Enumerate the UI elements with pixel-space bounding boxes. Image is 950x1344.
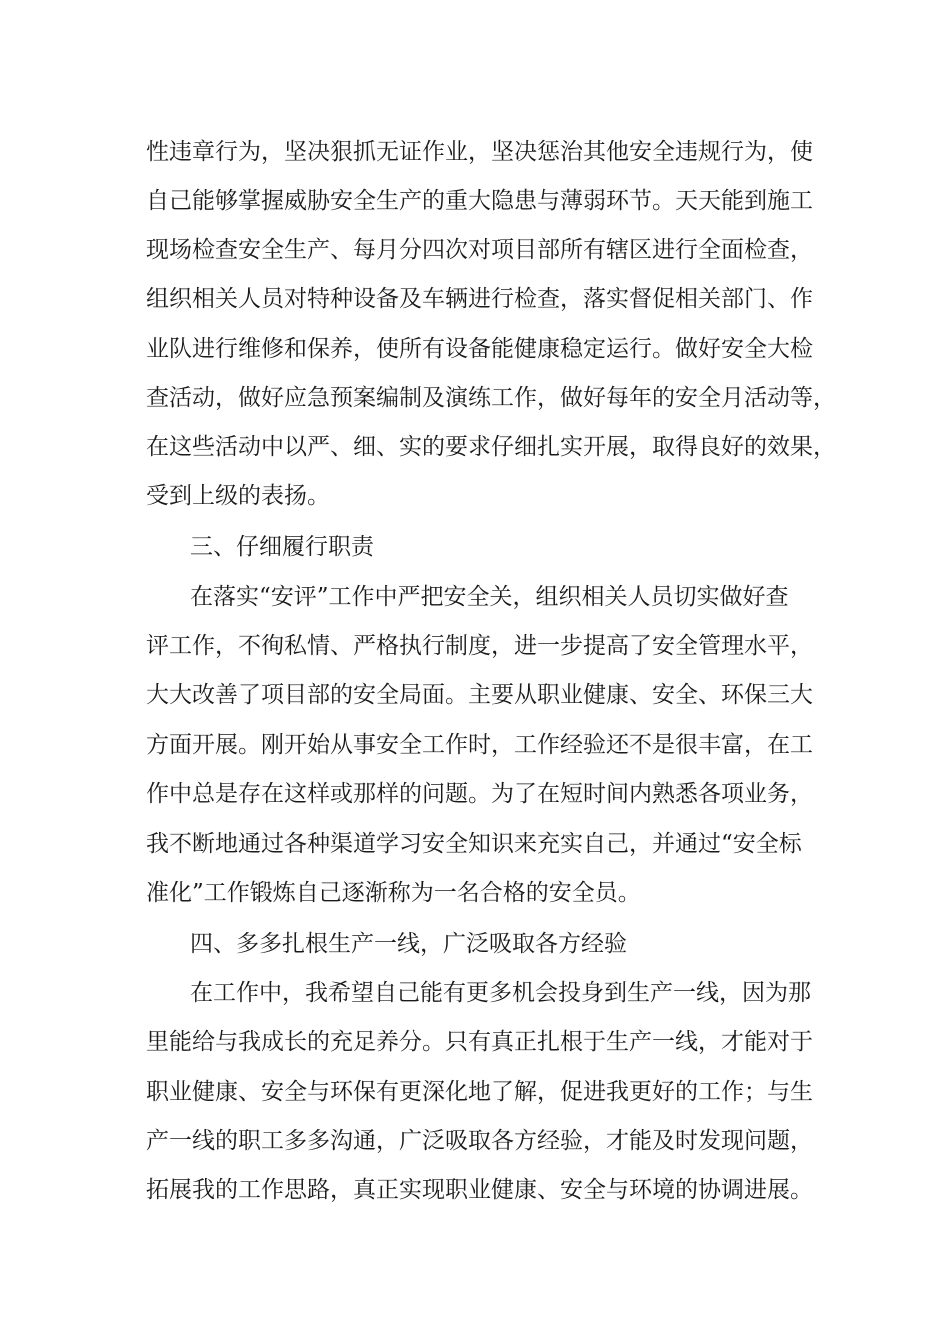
body-text-line: 在落实“安评”工作中严把安全关，组织相关人员切实做好查: [190, 584, 789, 610]
body-text-line: 方面开展。刚开始从事安全工作时，工作经验还不是很丰富，在工: [146, 732, 813, 758]
section-heading: 四、多多扎根生产一线，广泛吸取各方经验: [190, 931, 627, 957]
body-text-line: 自己能够掌握威胁安全生产的重大隐患与薄弱环节。天天能到施工: [146, 188, 813, 214]
body-text-line: 在这些活动中以严、细、实的要求仔细扎实开展，取得良好的效果，: [146, 434, 836, 460]
body-text-line: 里能给与我成长的充足养分。只有真正扎根于生产一线，才能对于: [146, 1029, 813, 1055]
body-text-line: 产一线的职工多多沟通，广泛吸取各方经验，才能及时发现问题，: [146, 1128, 813, 1154]
body-text-line: 查活动，做好应急预案编制及演练工作，做好每年的安全月活动等，: [146, 385, 836, 411]
body-text-line: 在工作中，我希望自己能有更多机会投身到生产一线，因为那: [190, 980, 811, 1006]
body-text-line: 性违章行为，坚决狠抓无证作业，坚决惩治其他安全违规行为，使: [146, 139, 813, 165]
body-text-line: 评工作，不徇私情、严格执行制度，进一步提高了安全管理水平，: [146, 633, 813, 659]
body-text-line: 组织相关人员对特种设备及车辆进行检查，落实督促相关部门、作: [146, 286, 813, 312]
body-text-line: 我不断地通过各种渠道学习安全知识来充实自己，并通过“安全标: [146, 831, 802, 857]
body-text-line: 现场检查安全生产、每月分四次对项目部所有辖区进行全面检查，: [146, 237, 813, 263]
section-heading: 三、仔细履行职责: [190, 534, 374, 560]
body-text-line: 大大改善了项目部的安全局面。主要从职业健康、安全、环保三大: [146, 682, 813, 708]
body-text-line: 业队进行维修和保养，使所有设备能健康稳定运行。做好安全大检: [146, 336, 813, 362]
body-text-line: 拓展我的工作思路，真正实现职业健康、安全与环境的协调进展。: [146, 1177, 813, 1203]
body-text-line: 职业健康、安全与环保有更深化地了解，促进我更好的工作；与生: [146, 1079, 813, 1105]
body-text-line: 作中总是存在这样或那样的问题。为了在短时间内熟悉各项业务，: [146, 781, 813, 807]
body-text-line: 受到上级的表扬。: [146, 483, 330, 509]
body-text-line: 准化”工作锻炼自己逐渐称为一名合格的安全员。: [146, 880, 641, 906]
